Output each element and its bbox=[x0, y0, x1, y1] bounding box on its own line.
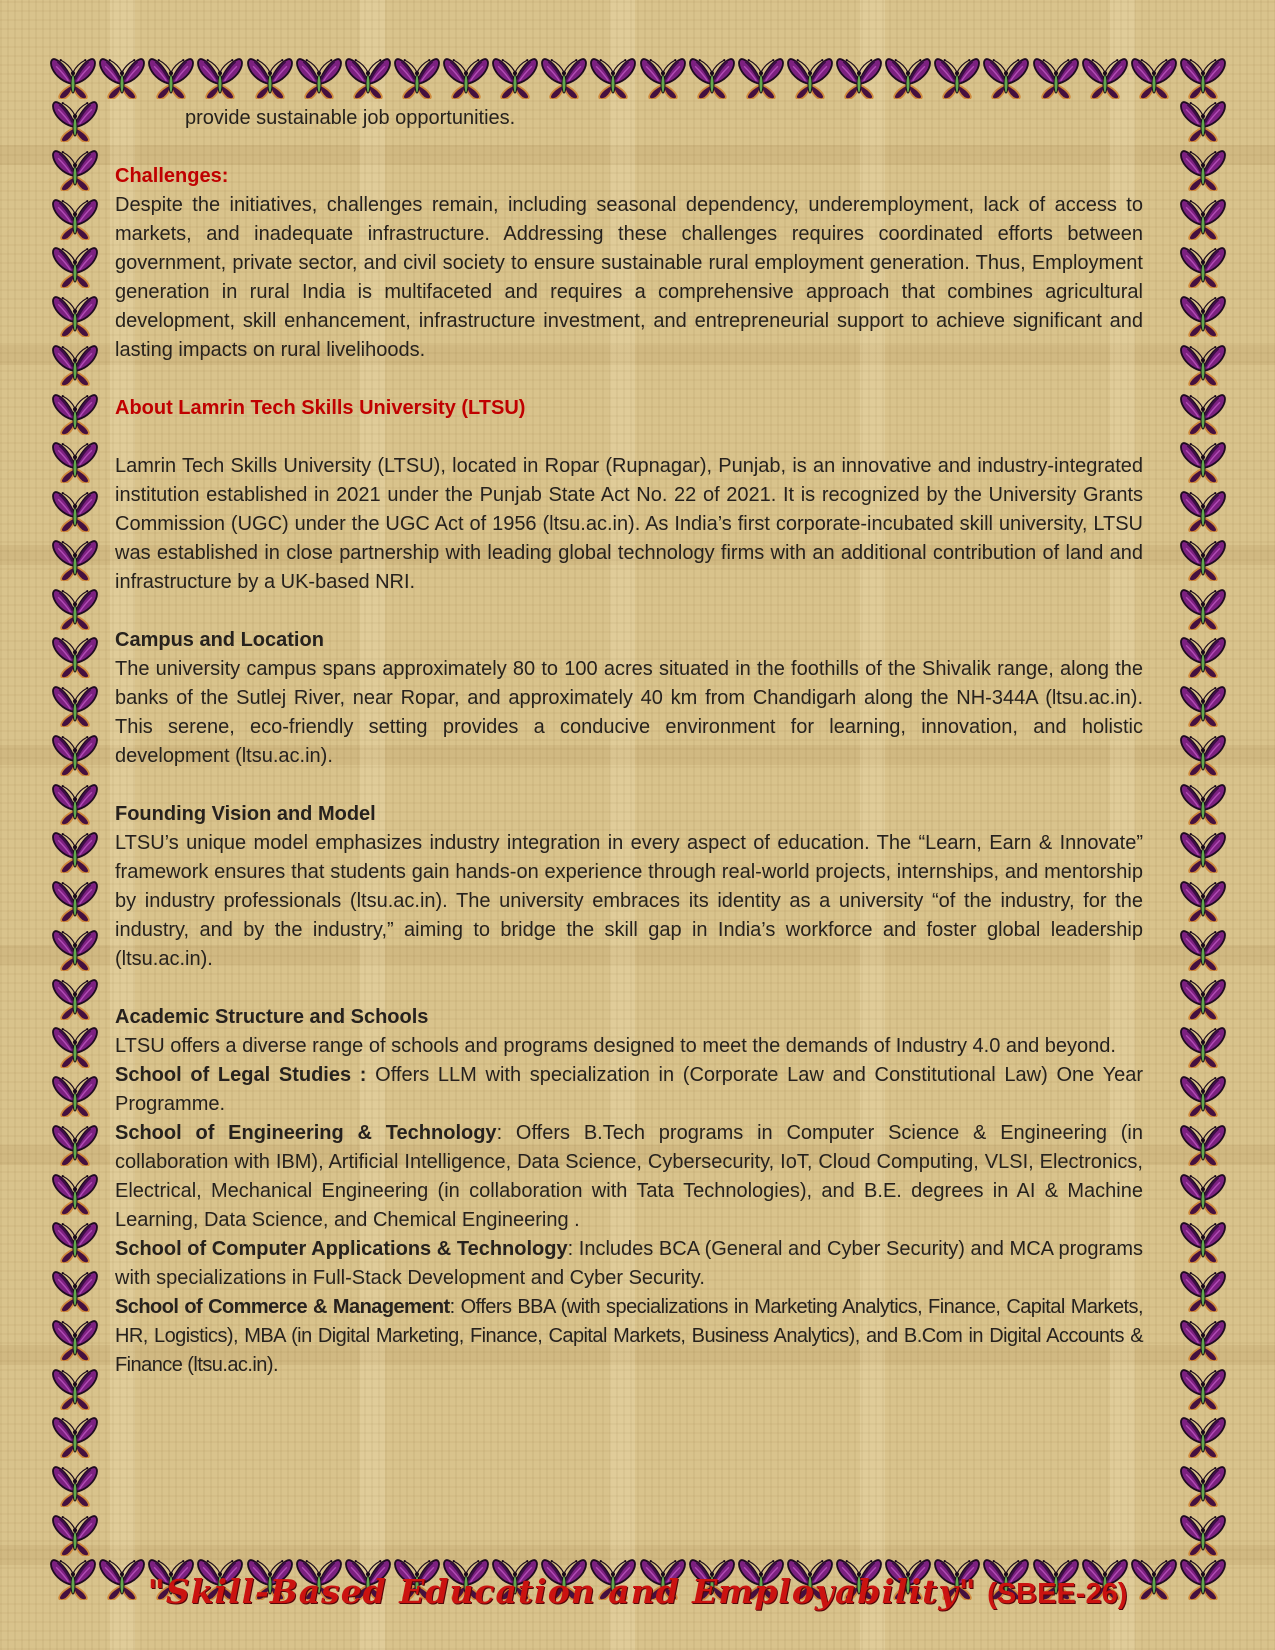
school-commerce-management-text: : Offers BBA (with specializations in Marketing Analytics, Finance, Capital Markets, HR, Logistics), MBA (in Digital Marketing, Finance, Capital Markets, Business Analytics), and B.Com in Digital Accounts & Finance (ltsu.ac.in). bbox=[115, 1296, 1143, 1376]
butterfly-icon bbox=[52, 1268, 98, 1312]
butterfly-icon bbox=[983, 55, 1029, 99]
butterfly-icon bbox=[52, 537, 98, 581]
butterfly-icon bbox=[1180, 196, 1226, 240]
butterfly-border-right bbox=[1180, 98, 1226, 1556]
butterfly-icon bbox=[1180, 1414, 1226, 1458]
butterfly-icon bbox=[1180, 1463, 1226, 1507]
butterfly-icon bbox=[1180, 293, 1226, 337]
butterfly-icon bbox=[1180, 829, 1226, 873]
butterfly-icon bbox=[52, 1171, 98, 1215]
butterfly-icon bbox=[52, 244, 98, 288]
butterfly-icon bbox=[52, 878, 98, 922]
butterfly-icon bbox=[52, 98, 98, 142]
butterfly-icon bbox=[1180, 244, 1226, 288]
butterfly-icon bbox=[52, 1122, 98, 1166]
butterfly-icon bbox=[52, 488, 98, 532]
butterfly-icon bbox=[1180, 488, 1226, 532]
butterfly-icon bbox=[52, 586, 98, 630]
butterfly-icon bbox=[296, 55, 342, 99]
butterfly-icon bbox=[52, 683, 98, 727]
butterfly-icon bbox=[52, 196, 98, 240]
butterfly-icon bbox=[197, 55, 243, 99]
butterfly-icon bbox=[1180, 1512, 1226, 1556]
school-engineering-technology-text: : Offers B.Tech programs in Computer Science & Engineering (in collaboration with IBM), Artificial Intelligence, Data Science, Cybersecurity, IoT, Cloud Computing, VLSI, Electronics, Electrical, Mechanical Engineering (in collaboration with Tata Technologies), and B.E. degrees in AI & Machine Learning, Data Science, and Chemical Engineering . bbox=[115, 1122, 1143, 1231]
butterfly-icon bbox=[52, 342, 98, 386]
vision-heading: Founding Vision and Model bbox=[115, 803, 376, 825]
butterfly-icon bbox=[52, 147, 98, 191]
school-legal-studies-label: School of Legal Studies : bbox=[115, 1064, 367, 1086]
butterfly-icon bbox=[640, 55, 686, 99]
intro-line: provide sustainable job opportunities. bbox=[185, 107, 516, 129]
butterfly-icon bbox=[1033, 55, 1079, 99]
butterfly-icon bbox=[52, 1366, 98, 1410]
butterfly-icon bbox=[1180, 147, 1226, 191]
challenges-paragraph: Despite the initiatives, challenges remain, including seasonal dependency, underemployment, lack of access to markets, and inadequate infrastructure. Addressing these challenges requires coordinated efforts between government, private sector, and civil society to ensure sustainable rural employment generation. Thus, Employment generation in rural India is multifaceted and requires a comprehensive approach that combines agricultural development, skill enhancement, infrastructure investment, and entrepreneurial support to achieve significant and lasting impacts on rural livelihoods. bbox=[115, 194, 1143, 361]
butterfly-icon bbox=[52, 732, 98, 776]
butterfly-icon bbox=[52, 439, 98, 483]
butterfly-icon bbox=[1180, 781, 1226, 825]
butterfly-icon bbox=[52, 829, 98, 873]
butterfly-icon bbox=[52, 293, 98, 337]
butterfly-icon bbox=[52, 1414, 98, 1458]
butterfly-border-left bbox=[52, 98, 98, 1556]
butterfly-icon bbox=[492, 55, 538, 99]
butterfly-icon bbox=[1180, 342, 1226, 386]
butterfly-icon bbox=[52, 1512, 98, 1556]
butterfly-icon bbox=[1180, 98, 1226, 142]
butterfly-icon bbox=[1180, 1073, 1226, 1117]
academic-heading: Academic Structure and Schools bbox=[115, 1006, 429, 1028]
butterfly-icon bbox=[1180, 1317, 1226, 1361]
butterfly-icon bbox=[1082, 55, 1128, 99]
butterfly-icon bbox=[1131, 55, 1177, 99]
butterfly-icon bbox=[52, 1219, 98, 1263]
butterfly-icon bbox=[1180, 732, 1226, 776]
butterfly-icon bbox=[52, 781, 98, 825]
school-computer-applications bbox=[115, 1235, 1143, 1293]
about-heading: About Lamrin Tech Skills University (LTSU) bbox=[115, 397, 526, 419]
butterfly-icon bbox=[1180, 391, 1226, 435]
butterfly-icon bbox=[1180, 1171, 1226, 1215]
butterfly-icon bbox=[1180, 634, 1226, 678]
footer-code: (SBEE-26) bbox=[987, 1578, 1128, 1610]
butterfly-icon bbox=[52, 634, 98, 678]
about-paragraph: Lamrin Tech Skills University (LTSU), located in Ropar (Rupnagar), Punjab, is an innovative and industry-integrated institution established in 2021 under the Punjab State Act No. 22 of 2021. It is recognized by the University Grants Commission (UGC) under the UGC Act of 1956 (ltsu.ac.in). As India’s first corporate-incubated skill university, LTSU was established in close partnership with leading global technology firms with an additional contribution of land and infrastructure by a UK-based NRI. bbox=[115, 455, 1143, 593]
academic-intro-paragraph: LTSU offers a diverse range of schools and programs designed to meet the demands of Industry 4.0 and beyond. bbox=[115, 1035, 1116, 1057]
school-engineering-technology-label: School of Engineering & Technology bbox=[115, 1122, 497, 1144]
butterfly-icon bbox=[1180, 1219, 1226, 1263]
campus-paragraph: The university campus spans approximately 80 to 100 acres situated in the foothills of the Shivalik range, along the banks of the Sutlej River, near Ropar, and approximately 40 km from Chandigarh along the NH-344A (ltsu.ac.in). This serene, eco-friendly setting provides a conducive environment for learning, innovation, and holistic development (ltsu.ac.in). bbox=[115, 658, 1143, 767]
butterfly-icon bbox=[52, 927, 98, 971]
butterfly-icon bbox=[1180, 439, 1226, 483]
butterfly-icon bbox=[443, 55, 489, 99]
footer-banner bbox=[0, 1572, 1275, 1611]
school-commerce-management bbox=[115, 1293, 1143, 1380]
school-legal-studies-text: Offers LLM with specialization in (Corporate Law and Constitutional Law) One Year Programme. bbox=[115, 1064, 1143, 1115]
vision-paragraph: LTSU’s unique model emphasizes industry integration in every aspect of education. The “Learn, Earn & Innovate” framework ensures that students gain hands-on experience through real-world projects, internships, and mentorship by industry professionals (ltsu.ac.in). The university embraces its identity as a university “of the industry, for the industry, and by the industry,” aiming to bridge the skill gap in India’s workforce and foster global leadership (ltsu.ac.in). bbox=[115, 832, 1143, 970]
school-computer-applications-label: School of Computer Applications & Technology bbox=[115, 1238, 568, 1260]
challenges-heading: Challenges: bbox=[115, 165, 229, 187]
school-engineering-technology bbox=[115, 1119, 1143, 1235]
school-legal-studies bbox=[115, 1061, 1143, 1119]
butterfly-icon bbox=[787, 55, 833, 99]
butterfly-icon bbox=[247, 55, 293, 99]
butterfly-icon bbox=[50, 55, 96, 99]
butterfly-icon bbox=[1180, 1268, 1226, 1312]
butterfly-icon bbox=[1180, 878, 1226, 922]
butterfly-icon bbox=[689, 55, 735, 99]
butterfly-icon bbox=[148, 55, 194, 99]
butterfly-icon bbox=[52, 1024, 98, 1068]
butterfly-icon bbox=[541, 55, 587, 99]
butterfly-icon bbox=[345, 55, 391, 99]
school-computer-applications-text: : Includes BCA (General and Cyber Security) and MCA programs with specializations in Full-Stack Development and Cyber Security. bbox=[115, 1238, 1143, 1289]
butterfly-icon bbox=[52, 391, 98, 435]
butterfly-icon bbox=[52, 1463, 98, 1507]
butterfly-icon bbox=[1180, 927, 1226, 971]
butterfly-icon bbox=[1180, 537, 1226, 581]
butterfly-icon bbox=[590, 55, 636, 99]
butterfly-icon bbox=[1180, 683, 1226, 727]
butterfly-icon bbox=[52, 1073, 98, 1117]
campus-heading: Campus and Location bbox=[115, 629, 324, 651]
butterfly-icon bbox=[1180, 1122, 1226, 1166]
butterfly-icon bbox=[1180, 976, 1226, 1020]
butterfly-icon bbox=[836, 55, 882, 99]
butterfly-icon bbox=[1180, 586, 1226, 630]
butterfly-icon bbox=[1180, 1366, 1226, 1410]
butterfly-icon bbox=[99, 55, 145, 99]
butterfly-icon bbox=[885, 55, 931, 99]
butterfly-border-top bbox=[50, 55, 1226, 100]
butterfly-icon bbox=[52, 1317, 98, 1361]
document-content bbox=[115, 104, 1143, 1380]
butterfly-icon bbox=[1180, 1024, 1226, 1068]
butterfly-icon bbox=[738, 55, 784, 99]
butterfly-icon bbox=[1180, 55, 1226, 99]
school-commerce-management-label: School of Commerce & Management bbox=[115, 1296, 450, 1318]
butterfly-icon bbox=[52, 976, 98, 1020]
footer-quote: "Skill-Based Education and Employability" bbox=[147, 1572, 977, 1611]
butterfly-icon bbox=[934, 55, 980, 99]
butterfly-icon bbox=[394, 55, 440, 99]
